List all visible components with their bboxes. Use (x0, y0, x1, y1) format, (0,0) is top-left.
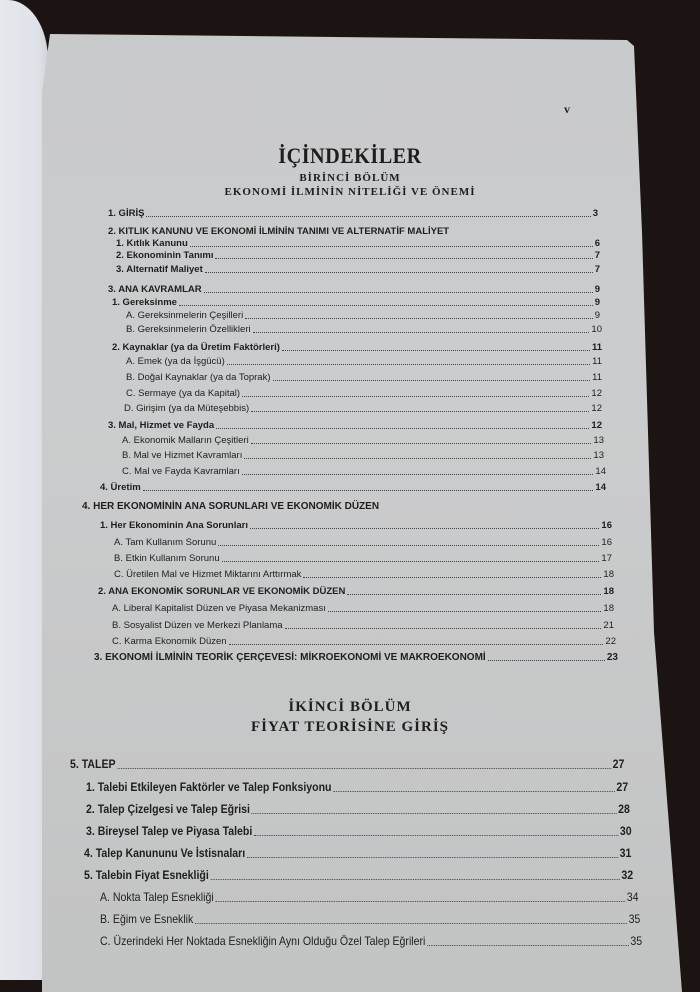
part-2-heading (0, 697, 700, 737)
leader-dots (179, 304, 593, 306)
toc-entry[interactable]: A. Gereksinmelerin Çeşilleri 9 (126, 310, 600, 321)
leader-dots (282, 349, 590, 351)
toc-entry[interactable]: 1. Talebi Etkileyen Faktörler ve Talep Fonksiyonu 27 (86, 780, 629, 794)
leader-dots (242, 395, 589, 397)
leader-dots (117, 767, 611, 769)
toc-entry[interactable]: A. Liberal Kapitalist Düzen ve Piyasa Mekanizması 18 (112, 603, 614, 614)
part-2-title: FİYAT TEORİSİNE GİRİŞ (250, 719, 450, 735)
leader-dots (285, 627, 602, 629)
leader-dots (229, 643, 604, 645)
leader-dots (303, 576, 601, 578)
leader-dots (244, 457, 591, 459)
leader-dots (253, 331, 590, 333)
toc-entry[interactable]: 5. TALEP 27 (70, 757, 625, 771)
leader-dots (251, 442, 592, 444)
leader-dots (216, 427, 589, 429)
toc-entry[interactable]: B. Doğal Kaynaklar (ya da Toprak) 11 (126, 372, 602, 383)
part-2-label: İKİNCİ BÖLÜM (288, 699, 412, 715)
toc-entry[interactable]: 2. ANA EKONOMİK SORUNLAR VE EKONOMİK DÜZEN 18 (98, 586, 614, 597)
leader-dots (146, 215, 590, 217)
leader-dots (328, 610, 602, 612)
leader-dots (347, 593, 601, 595)
leader-dots (251, 410, 589, 412)
leader-dots (205, 271, 593, 273)
leader-dots (250, 527, 599, 529)
leader-dots (143, 489, 594, 491)
leader-dots (211, 878, 620, 880)
leader-dots (245, 317, 593, 319)
leader-dots (242, 473, 594, 475)
leader-dots (252, 812, 617, 814)
toc-entry[interactable]: 3. Alternatif Maliyet 7 (116, 264, 600, 275)
part-1-label: BİRİNCİ BÖLÜM (299, 172, 401, 184)
toc-entry[interactable]: 3. EKONOMİ İLMİNİN TEORİK ÇERÇEVESİ: MİKROEKONOMİ VE MAKROEKONOMİ 23 (94, 652, 618, 663)
toc-entry[interactable]: 1. Her Ekonominin Ana Sorunları 16 (100, 520, 612, 531)
toc-entry[interactable]: A. Ekonomik Malların Çeşitleri 13 (122, 435, 604, 446)
toc-entry[interactable]: B. Sosyalist Düzen ve Merkezi Planlama 21 (112, 620, 614, 631)
toc-entry[interactable]: 1. Kıtlık Kanunu 6 (116, 238, 600, 249)
leader-dots (195, 922, 627, 924)
toc-entry[interactable]: D. Girişim (ya da Müteşebbis) 12 (124, 403, 602, 414)
toc-entry[interactable]: A. Tam Kullanım Sorunu 16 (114, 537, 612, 548)
toc-entry[interactable]: C. Sermaye (ya da Kapital) 12 (126, 388, 602, 399)
toc-entry[interactable]: 3. Mal, Hizmet ve Fayda 12 (108, 420, 602, 431)
leader-dots (427, 944, 628, 946)
leader-dots (227, 363, 590, 365)
toc-entry[interactable]: 4. Talep Kanununu Ve İstisnaları 31 (84, 846, 632, 860)
toc-entry[interactable]: A. Emek (ya da İşgücü) 11 (126, 356, 602, 367)
toc-entry[interactable]: 4. HER EKONOMİNİN ANA SORUNLARI VE EKONOMİK DÜZEN (82, 501, 380, 512)
toc-entry[interactable]: 4. Üretim 14 (100, 482, 606, 493)
toc-entry[interactable]: 3. ANA KAVRAMLAR 9 (108, 284, 600, 295)
toc-entry[interactable]: C. Üretilen Mal ve Hizmet Miktarını Arttırmak 18 (114, 569, 614, 580)
toc-entry[interactable]: A. Nokta Talep Esnekliği 34 (100, 890, 639, 904)
leader-dots (218, 544, 599, 546)
toc-title: İÇİNDEKİLER (278, 143, 422, 168)
toc-entry[interactable]: 3. Bireysel Talep ve Piyasa Talebi 30 (86, 824, 632, 838)
toc-entry[interactable]: 1. GİRİŞ 3 (108, 208, 598, 219)
leader-dots (215, 900, 625, 902)
toc-entry[interactable]: 2. KITLIK KANUNU VE EKONOMİ İLMİNİN TANIMI VE ALTERNATİF MALİYET (108, 226, 450, 237)
toc-entry[interactable]: 1. Gereksinme 9 (112, 297, 600, 308)
leader-dots (254, 834, 618, 836)
leader-dots (333, 790, 614, 792)
leader-dots (215, 257, 592, 259)
leader-dots (488, 659, 605, 661)
toc-entry[interactable]: B. Eğim ve Esneklik 35 (100, 912, 641, 926)
toc-entry[interactable]: 5. Talebin Fiyat Esnekliği 32 (84, 868, 634, 882)
toc-entry[interactable]: 2. Kaynaklar (ya da Üretim Faktörleri) 11 (112, 342, 602, 353)
toc-entry[interactable]: 2. Talep Çizelgesi ve Talep Eğrisi 28 (86, 802, 630, 816)
leader-dots (273, 379, 591, 381)
leader-dots (222, 560, 600, 562)
page-number: v (564, 102, 570, 116)
leader-dots (190, 245, 593, 247)
part-1-title: EKONOMİ İLMİNİN NİTELİĞİ VE ÖNEMİ (224, 186, 476, 198)
toc-entry[interactable]: C. Karma Ekonomik Düzen 22 (112, 636, 616, 647)
leader-dots (204, 291, 593, 293)
toc-entry[interactable]: B. Mal ve Hizmet Kavramları 13 (122, 450, 604, 461)
toc-entry[interactable]: C. Mal ve Fayda Kavramları 14 (122, 466, 606, 477)
toc-entry[interactable]: C. Üzerindeki Her Noktada Esnekliğin Aynı Olduğu Özel Talep Eğrileri 35 (100, 934, 643, 948)
part-1-heading (0, 172, 700, 199)
toc-entry[interactable]: 2. Ekonominin Tanımı 7 (116, 250, 600, 261)
toc-entry[interactable]: B. Etkin Kullanım Sorunu 17 (114, 553, 612, 564)
leader-dots (247, 856, 618, 858)
toc-entry[interactable]: B. Gereksinmelerin Özellikleri 10 (126, 324, 602, 335)
